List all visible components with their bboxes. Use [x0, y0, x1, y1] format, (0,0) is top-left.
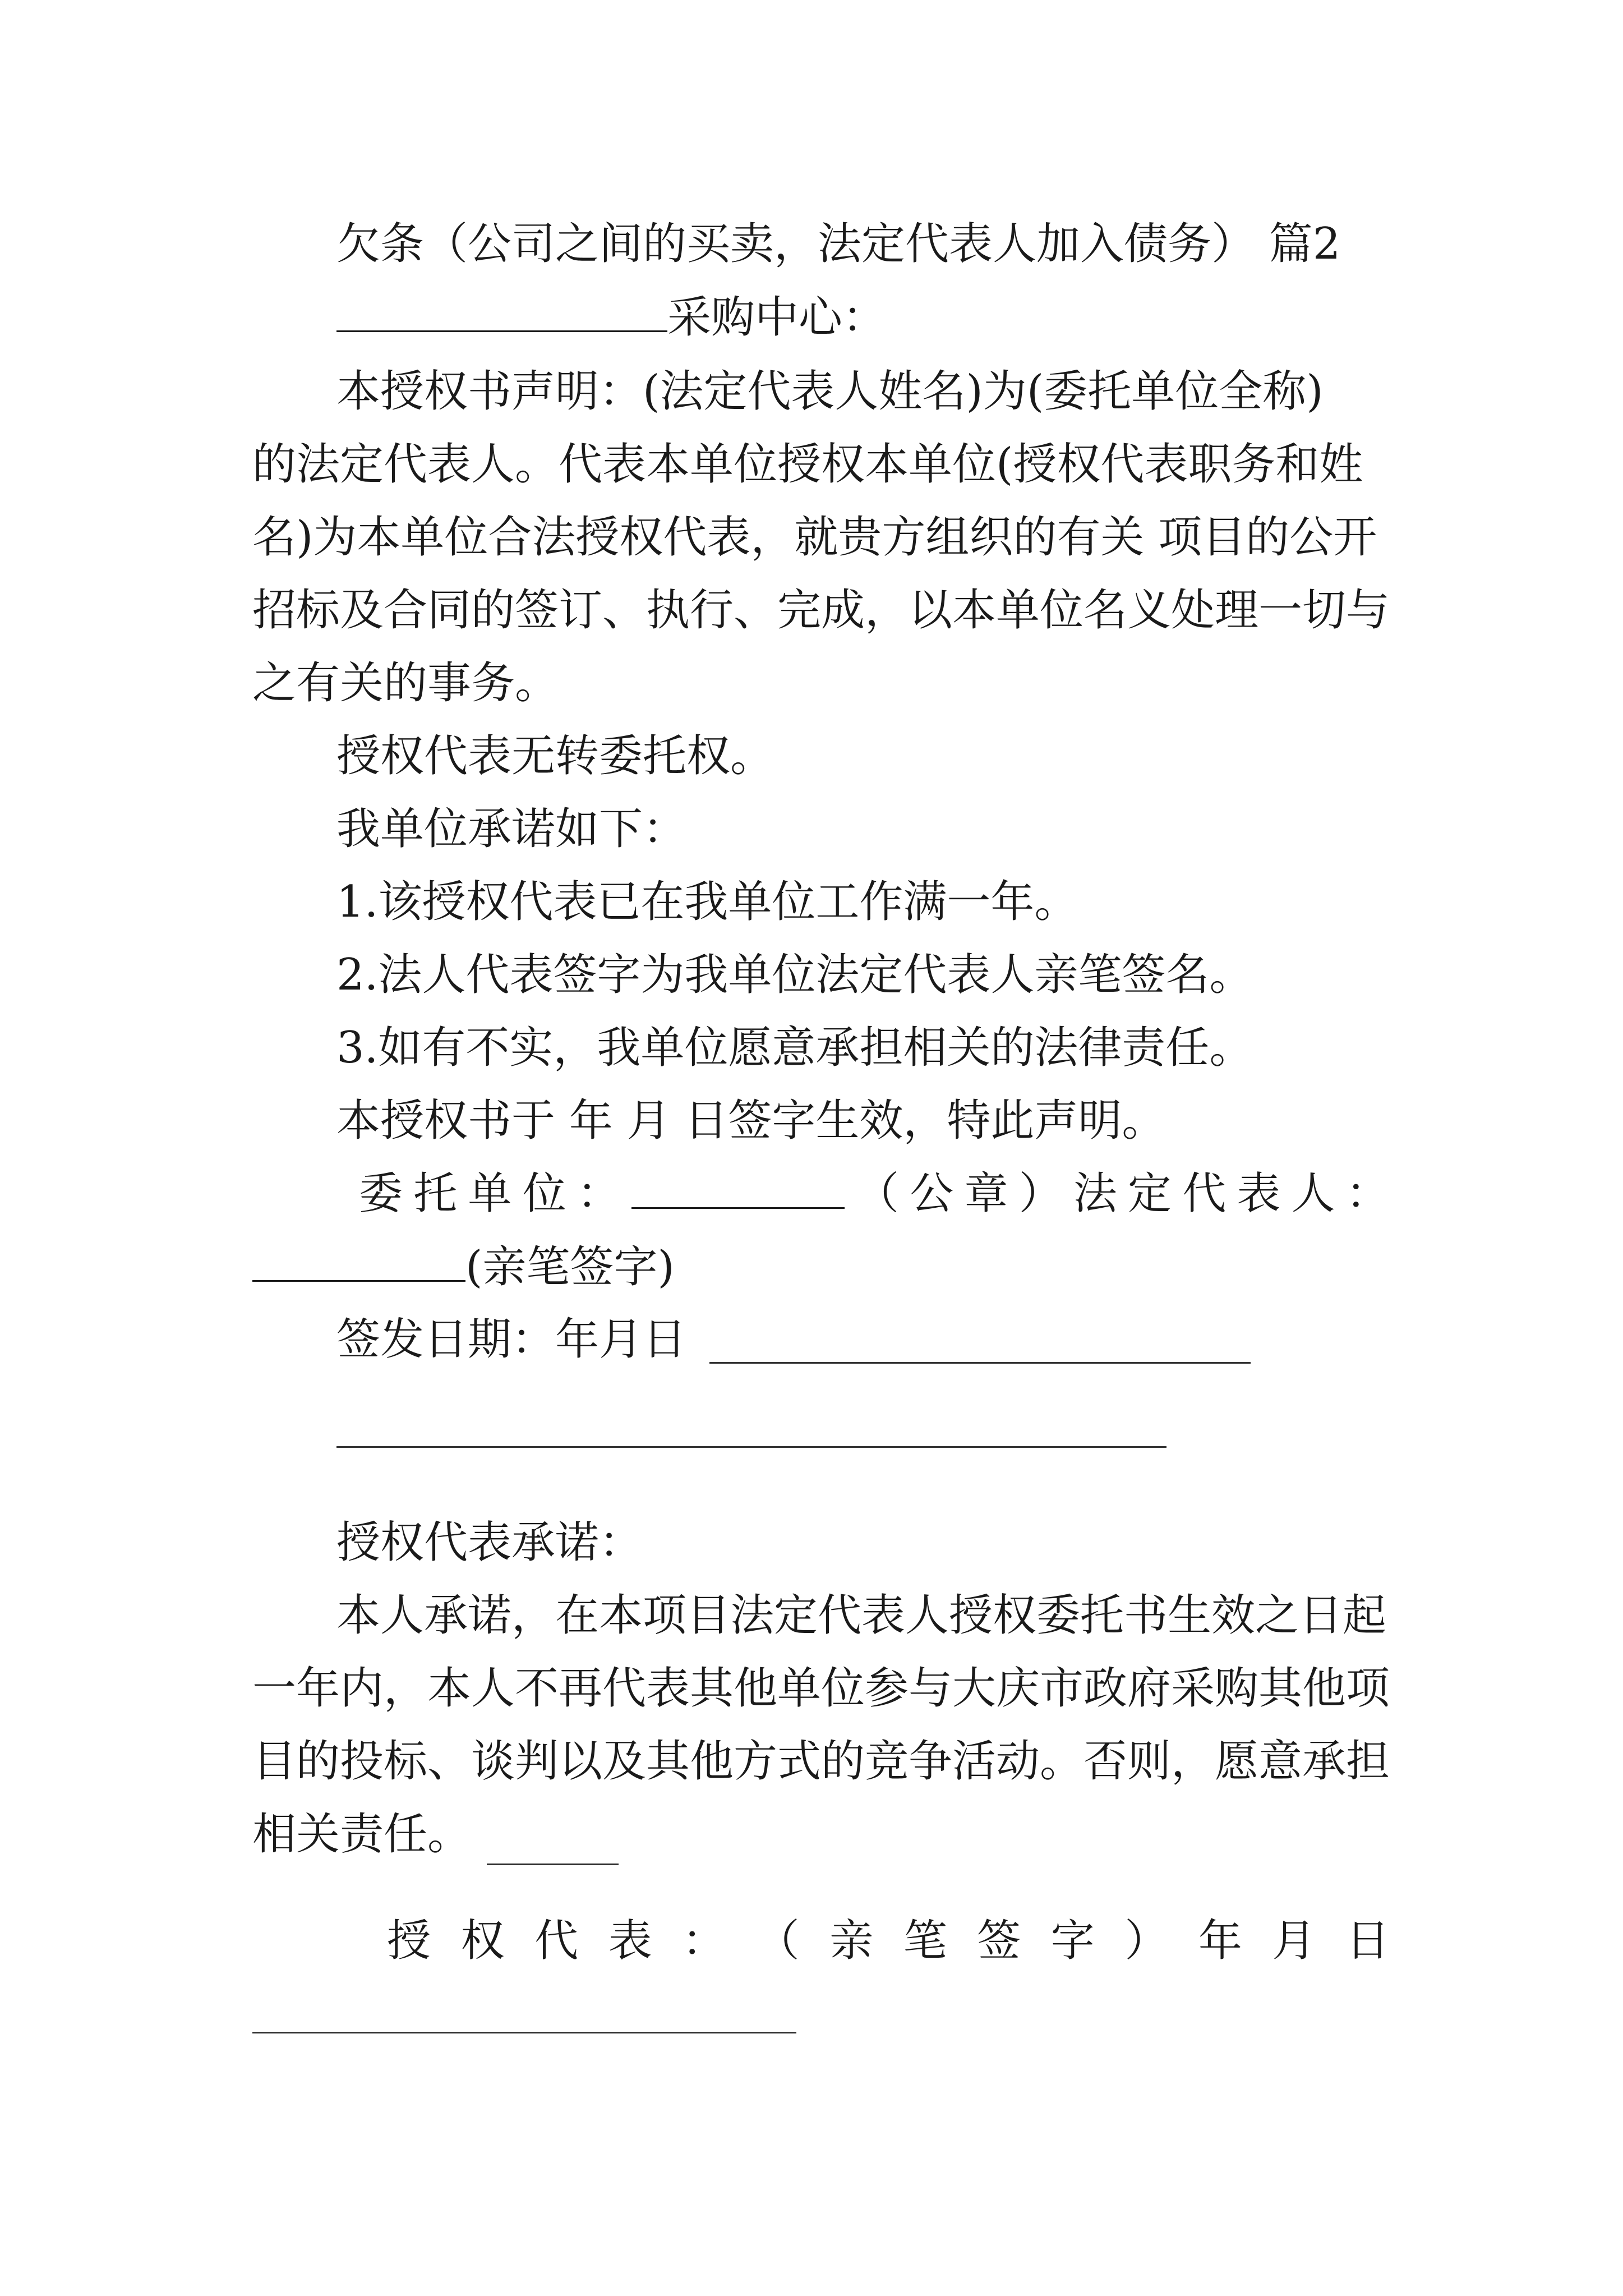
document-title: 欠条（公司之间的买卖，法定代表人加入债务） 篇2 [336, 219, 1341, 269]
para2: 授权代表无转委托权。 [336, 731, 774, 781]
commitment-line3: 目的投标、谈判以及其他方式的竞争活动。否则，愿意承担 [252, 1736, 1390, 1787]
rep-char: 笔 [903, 1916, 947, 1966]
rep-char: 月 [1272, 1916, 1316, 1966]
list-item-2: 2.法人代表签字为我单位法定代表人亲笔签名。 [336, 950, 1253, 1000]
sig-char: 位 [522, 1168, 566, 1219]
sign-note: (亲笔签字) [465, 1242, 675, 1293]
rep-char: 亲 [829, 1916, 874, 1966]
sig-char: 公 [910, 1168, 954, 1219]
para1-line3: 名)为本单位合法授权代表，就贵方组织的有关 项目的公开 [252, 512, 1377, 563]
sig-char: ： [577, 1168, 621, 1219]
list-item-1: 1.该授权代表已在我单位工作满一年。 [336, 877, 1078, 927]
issue-date-rule [709, 1362, 1251, 1364]
commitment-line4-text: 相关责任。 [252, 1809, 472, 1860]
rep-char: 授 [387, 1916, 431, 1966]
para1-line2: 的法定代表人。代表本单位授权本单位(授权代表职务和姓 [252, 439, 1363, 490]
list-item-3: 3.如有不实，我单位愿意承担相关的法律责任。 [336, 1023, 1253, 1073]
commitment-short-rule [487, 1864, 619, 1865]
sig-char: （ [855, 1168, 900, 1219]
sig-char: 法 [1073, 1168, 1117, 1219]
signature-unit-line [252, 1166, 1390, 1222]
sig-char: ） [1018, 1168, 1063, 1219]
commitment-line4 [252, 1806, 471, 1862]
rep-char: 表 [608, 1916, 652, 1966]
rep-sign-rule [252, 2032, 796, 2033]
issue-date-label: 签发日期：年月日 [336, 1314, 687, 1365]
rep-char: 签 [977, 1916, 1021, 1966]
sig-char: 表 [1237, 1168, 1281, 1219]
legal-rep-sign-line [252, 1239, 675, 1295]
rep-char: 代 [534, 1916, 579, 1966]
sig-char: 人 [1291, 1168, 1335, 1219]
issue-date-line [336, 1312, 686, 1368]
rep-sign-line [252, 1913, 1390, 1969]
para1-line5: 之有关的事务。 [252, 658, 559, 708]
rep-char: ） [1124, 1916, 1169, 1966]
rep-char: （ [755, 1916, 800, 1966]
rep-char: 字 [1050, 1916, 1095, 1966]
rep-char: 日 [1345, 1916, 1390, 1966]
commitment-heading: 授权代表承诺： [336, 1517, 643, 1568]
para3: 我单位承诺如下： [336, 804, 687, 854]
sig-char: 代 [1182, 1168, 1227, 1219]
commitment-line2: 一年内，本人不再代表其他单位参与大庆市政府采购其他项 [252, 1663, 1390, 1714]
sig-char: 章 [964, 1168, 1008, 1219]
sig-char: ： [1345, 1168, 1390, 1219]
legal-rep-blank [252, 1239, 465, 1282]
sig-char: 委 [359, 1168, 403, 1219]
addressee-line [336, 289, 886, 346]
rep-char: 权 [460, 1916, 505, 1966]
para1-line4: 招标及合同的签订、执行、完成，以本单位名义处理一切与 [252, 585, 1390, 636]
addressee-text: 采购中心： [667, 292, 887, 343]
rep-char: ： [682, 1916, 726, 1966]
rep-char: 年 [1198, 1916, 1242, 1966]
unit-blank [631, 1166, 845, 1209]
addressee-blank [336, 289, 667, 332]
commitment-line1: 本人承诺，在本项目法定代表人授权委托书生效之日起 [336, 1590, 1387, 1641]
para1-line1: 本授权书声明：(法定代表人姓名)为(委托单位全称) [336, 366, 1324, 417]
sig-char: 单 [468, 1168, 512, 1219]
separator-rule [336, 1446, 1166, 1448]
effective-statement: 本授权书于 年 月 日签字生效，特此声明。 [336, 1096, 1166, 1146]
sig-char: 定 [1128, 1168, 1172, 1219]
sig-char: 托 [413, 1168, 458, 1219]
